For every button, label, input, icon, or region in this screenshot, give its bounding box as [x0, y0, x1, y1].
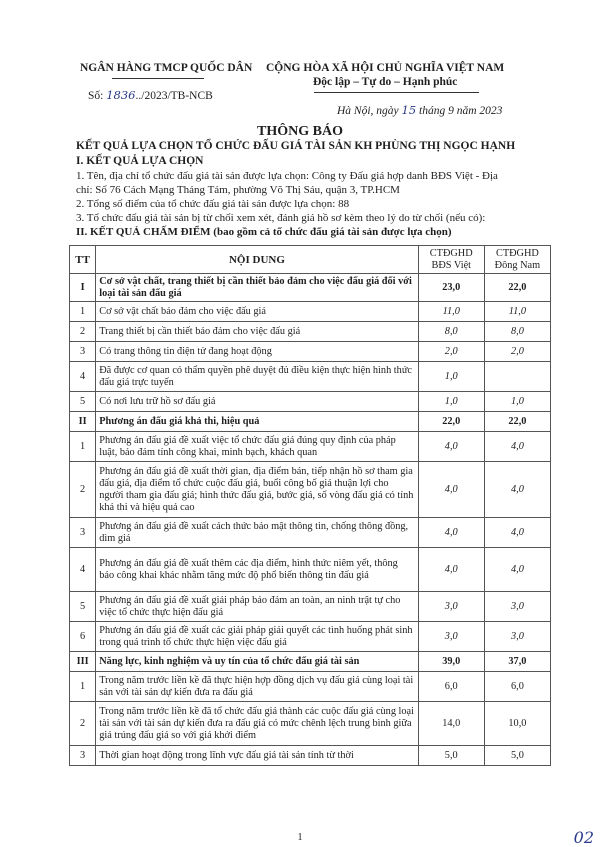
- cell-content: Phương án đấu giá đề xuất các giải pháp giải quyết các tình huống phát sinh trong quá trình tổ chức thực hiện việc đấu giá: [96, 622, 418, 652]
- cell-content: Phương án đấu giá đề xuất giải pháp bảo đảm an toàn, an ninh trật tự cho việc tổ chức thực hiện đấu giá: [96, 592, 418, 622]
- table-row: [70, 462, 551, 518]
- cell-tt: 2: [70, 702, 96, 746]
- cell-tt: 2: [70, 322, 96, 342]
- cell-bds-viet: 39,0: [418, 652, 484, 672]
- cell-content: Trong năm trước liền kề đã thực hiện hợp đồng dịch vụ đấu giá cùng loại tài sản với tài sản dự kiến đưa ra đấu giá: [96, 672, 418, 702]
- cell-dong-nam: 6,0: [484, 672, 550, 702]
- table-row: [70, 362, 551, 392]
- cell-dong-nam: 4,0: [484, 432, 550, 462]
- table-row: [70, 392, 551, 412]
- cell-tt: 5: [70, 592, 96, 622]
- cell-dong-nam: 37,0: [484, 652, 550, 672]
- document-date: [337, 103, 502, 117]
- cell-dong-nam: [484, 362, 550, 392]
- table-row: [70, 342, 551, 362]
- cell-tt: 3: [70, 518, 96, 548]
- table-row: [70, 592, 551, 622]
- table-group-row: [70, 274, 551, 302]
- cell-content: Thời gian hoạt động trong lĩnh vực đấu giá tài sản tính từ thời: [96, 746, 418, 766]
- cell-bds-viet: 2,0: [418, 342, 484, 362]
- col-header-content: NỘI DUNG: [96, 246, 418, 274]
- cell-bds-viet: 1,0: [418, 362, 484, 392]
- document-number: [88, 88, 213, 102]
- cell-bds-viet: 23,0: [418, 274, 484, 302]
- cell-tt: 5: [70, 392, 96, 412]
- table-group-row: [70, 652, 551, 672]
- cell-content: Cơ sở vật chất, trang thiết bị cần thiết bảo đảm cho việc đấu giá đối với loại tài sản đấu giá: [96, 274, 418, 302]
- cell-tt: 4: [70, 362, 96, 392]
- score-table: [69, 245, 551, 766]
- cell-content: Có trang thông tin điện tử đang hoạt động: [96, 342, 418, 362]
- section-2-heading: II. KẾT QUẢ CHẤM ĐIỂM (bao gồm cả tổ chức đấu giá tài sản được lựa chọn): [76, 226, 452, 238]
- cell-dong-nam: 4,0: [484, 518, 550, 548]
- cell-dong-nam: 4,0: [484, 548, 550, 592]
- cell-dong-nam: 10,0: [484, 702, 550, 746]
- cell-bds-viet: 1,0: [418, 392, 484, 412]
- doc-no-handwritten: 1836: [106, 88, 136, 102]
- table-row: [70, 302, 551, 322]
- cell-content: Có nơi lưu trữ hồ sơ đấu giá: [96, 392, 418, 412]
- cell-tt: 1: [70, 302, 96, 322]
- republic-heading: CỘNG HÒA XÃ HỘI CHỦ NGHĨA VIỆT NAM: [266, 62, 505, 74]
- date-suffix: tháng 9 năm 2023: [416, 105, 503, 117]
- table-row: [70, 622, 551, 652]
- table-row: [70, 672, 551, 702]
- cell-dong-nam: 3,0: [484, 592, 550, 622]
- cell-content: Trong năm trước liền kề đã tổ chức đấu giá thành các cuộc đấu giá cùng loại tài sản với tài sản dự kiến đưa ra đấu giá có mức chênh lệch trung bình giữa giá trúng đấu giá so với giá khởi điểm: [96, 702, 418, 746]
- cell-dong-nam: 1,0: [484, 392, 550, 412]
- table-row: [70, 518, 551, 548]
- cell-tt: 1: [70, 432, 96, 462]
- date-day-handwritten: 15: [401, 103, 417, 117]
- cell-dong-nam: 22,0: [484, 412, 550, 432]
- table-row: [70, 746, 551, 766]
- cell-tt: I: [70, 274, 96, 302]
- cell-tt: 4: [70, 548, 96, 592]
- cell-bds-viet: 6,0: [418, 672, 484, 702]
- cell-dong-nam: 2,0: [484, 342, 550, 362]
- cell-bds-viet: 4,0: [418, 462, 484, 518]
- doc-no-prefix: Số:: [88, 90, 107, 102]
- cell-dong-nam: 3,0: [484, 622, 550, 652]
- cell-bds-viet: 5,0: [418, 746, 484, 766]
- table-row: [70, 322, 551, 342]
- cell-content: Đã được cơ quan có thẩm quyền phê duyệt đủ điều kiện thực hiện hình thức đấu giá trực tuyến: [96, 362, 418, 392]
- document-subtitle: KẾT QUẢ LỰA CHỌN TỔ CHỨC ĐẤU GIÁ TÀI SẢN KH PHÙNG THỊ NGỌC HẠNH: [76, 140, 516, 152]
- cell-dong-nam: 11,0: [484, 302, 550, 322]
- bank-underline: [112, 78, 204, 79]
- cell-bds-viet: 3,0: [418, 592, 484, 622]
- cell-content: Trang thiết bị cần thiết bảo đảm cho việc đấu giá: [96, 322, 418, 342]
- cell-bds-viet: 8,0: [418, 322, 484, 342]
- document-title: THÔNG BÁO: [257, 124, 343, 139]
- section-1-line-2: chỉ: Số 76 Cách Mạng Tháng Tám, phường Võ Thị Sáu, quận 3, TP.HCM: [76, 184, 400, 196]
- section-1-line-3: 2. Tổng số điểm của tổ chức đấu giá tài sản được lựa chọn: 88: [76, 198, 350, 210]
- table-row: [70, 432, 551, 462]
- col-header-tt: TT: [70, 246, 96, 274]
- table-group-row: [70, 412, 551, 432]
- cell-content: Phương án đấu giá đề xuất thời gian, địa điểm bán, tiếp nhận hồ sơ tham gia đấu giá, địa điểm tổ chức cuộc đấu giá, buổi công bố giá thuận lợi cho người tham gia đấu giá; hình thức đấu giá, bước giá, số vòng đấu giá có tính khả thi và hiệu quả cao: [96, 462, 418, 518]
- cell-content: Cơ sở vật chất bảo đảm cho việc đấu giá: [96, 302, 418, 322]
- cell-content: Năng lực, kinh nghiệm và uy tín của tổ chức đấu giá tài sản: [96, 652, 418, 672]
- page-number: 1: [297, 832, 303, 843]
- section-1-heading: I. KẾT QUẢ LỰA CHỌN: [76, 155, 204, 167]
- section-1-line-1: 1. Tên, địa chỉ tổ chức đấu giá tài sản được lựa chọn: Công ty Đấu giá hợp danh BĐS Việt - Địa: [76, 170, 498, 182]
- cell-content: Phương án đấu giá đề xuất cách thức bảo mật thông tin, chống thông đồng, dìm giá: [96, 518, 418, 548]
- cell-bds-viet: 4,0: [418, 518, 484, 548]
- date-prefix: Hà Nội, ngày: [337, 105, 402, 117]
- cell-tt: II: [70, 412, 96, 432]
- motto: Độc lập – Tự do – Hạnh phúc: [313, 76, 458, 88]
- doc-no-suffix: ../2023/TB-NCB: [135, 90, 213, 102]
- cell-dong-nam: 8,0: [484, 322, 550, 342]
- cell-bds-viet: 14,0: [418, 702, 484, 746]
- cell-bds-viet: 3,0: [418, 622, 484, 652]
- table-row: [70, 548, 551, 592]
- col-header-dong-nam: CTĐGHD Đông Nam: [484, 246, 550, 274]
- cell-content: Phương án đấu giá đề xuất thêm các địa điểm, hình thức niêm yết, thông báo công khai khác nhằm tăng mức độ phổ biến thông tin đấu giá: [96, 548, 418, 592]
- cell-bds-viet: 4,0: [418, 432, 484, 462]
- bank-name: NGÂN HÀNG TMCP QUỐC DÂN: [80, 62, 253, 74]
- cell-dong-nam: 4,0: [484, 462, 550, 518]
- col-header-bds-viet: CTĐGHD BĐS Việt: [418, 246, 484, 274]
- cell-bds-viet: 22,0: [418, 412, 484, 432]
- cell-tt: 3: [70, 746, 96, 766]
- cell-content: Phương án đấu giá khả thi, hiệu quả: [96, 412, 418, 432]
- signature-mark: 02: [573, 828, 594, 847]
- cell-dong-nam: 22,0: [484, 274, 550, 302]
- table-header-row: [70, 246, 551, 274]
- cell-tt: 3: [70, 342, 96, 362]
- cell-bds-viet: 11,0: [418, 302, 484, 322]
- cell-dong-nam: 5,0: [484, 746, 550, 766]
- table-row: [70, 702, 551, 746]
- cell-tt: III: [70, 652, 96, 672]
- cell-tt: 6: [70, 622, 96, 652]
- motto-underline: [314, 92, 479, 93]
- section-1-line-4: 3. Tổ chức đấu giá tài sản bị từ chối xem xét, đánh giá hồ sơ kèm theo lý do từ chối (nếu có):: [76, 212, 486, 224]
- cell-content: Phương án đấu giá đề xuất việc tổ chức đấu giá đúng quy định của pháp luật, bảo đảm tính công khai, minh bạch, khách quan: [96, 432, 418, 462]
- cell-tt: 1: [70, 672, 96, 702]
- table-body: [70, 274, 551, 766]
- cell-bds-viet: 4,0: [418, 548, 484, 592]
- cell-tt: 2: [70, 462, 96, 518]
